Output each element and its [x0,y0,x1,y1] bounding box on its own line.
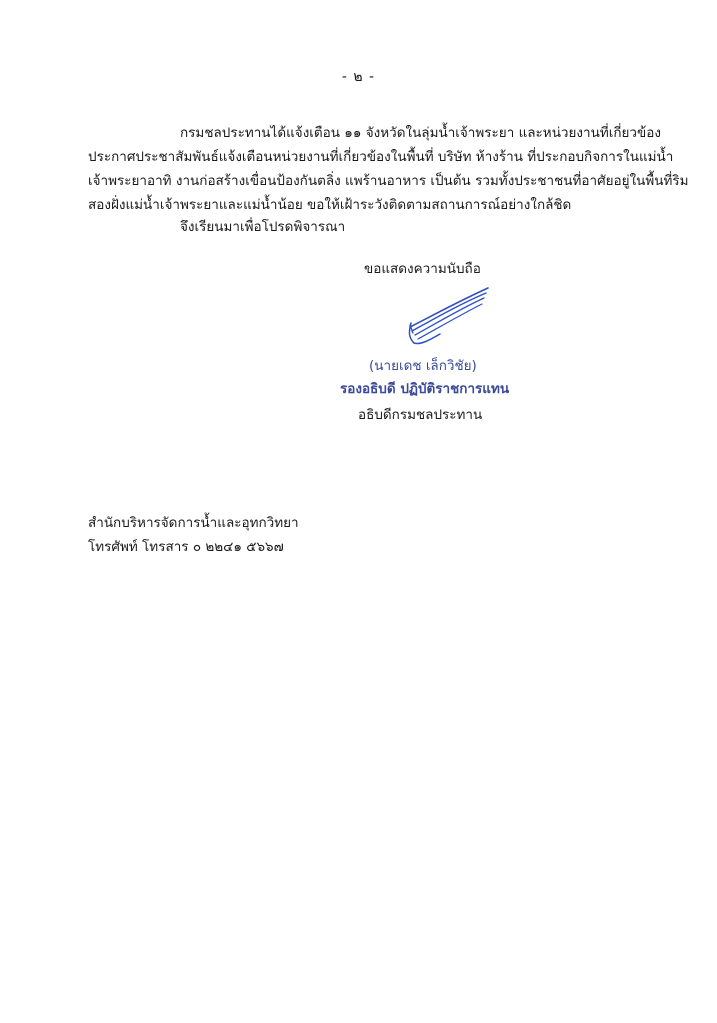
body-line-1: กรมชลประทานได้แจ้งเตือน ๑๑ จังหวัดในลุ่มน้ำเจ้าพระยา และหน่วยงานที่เกี่ยวข้อง [180,125,661,141]
signer-acting-title: รองอธิบดี ปฏิบัติราชการแทน [340,381,510,397]
body-paragraph [88,121,689,217]
body-line-3: เจ้าพระยาอาทิ งานก่อสร้างเขื่อนป้องกันตลิ่ง แพร้านอาหาร เป็นต้น รวมทั้งประชาชนที่อาศัยอยู่ในพื้นที่ริม [88,173,689,189]
footer-office: สำนักบริหารจัดการน้ำและอุทกวิทยา [88,515,299,531]
handwritten-signature [400,285,495,347]
signer-position: อธิบดีกรมชลประทาน [358,407,483,423]
closing-line: จึงเรียนมาเพื่อโปรดพิจารณา [180,219,346,235]
closing-regards: ขอแสดงความนับถือ [364,261,481,277]
body-line-2: ประกาศประชาสัมพันธ์แจ้งเตือนหน่วยงานที่เกี่ยวข้องในพื้นที่ บริษัท ห้างร้าน ที่ประกอบกิจการในแม่น้ำ [88,149,674,165]
footer-contact [88,511,299,559]
closing-paragraph [88,215,345,239]
page-number: - ๒ - [341,69,376,85]
signer-name: (นายเดช เล็กวิชัย) [369,358,477,374]
footer-phone-fax: โทรศัพท์ โทรสาร ๐ ๒๒๔๑ ๕๖๖๗ [88,539,284,555]
body-line-4: สองฝั่งแม่น้ำเจ้าพระยาและแม่น้ำน้อย ขอให้เฝ้าระวังติดตามสถานการณ์อย่างใกล้ชิด [88,197,572,213]
